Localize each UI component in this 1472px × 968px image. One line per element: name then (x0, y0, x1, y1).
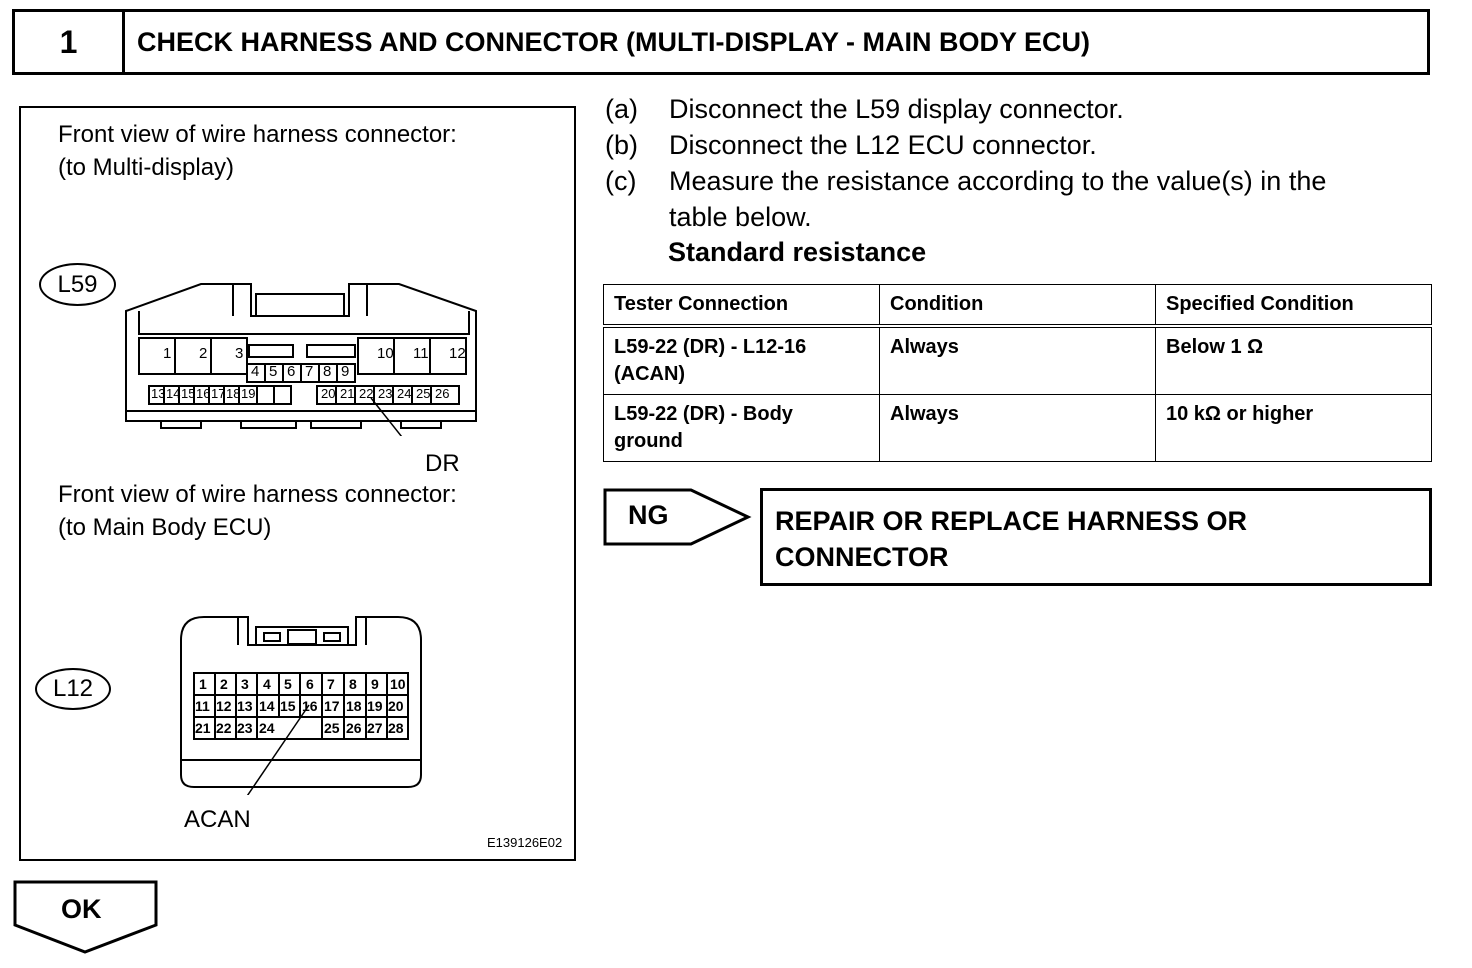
step-letter: (b) (605, 130, 638, 160)
l12-pin: 6 (306, 676, 314, 692)
l12-connector-id: L12 (35, 668, 111, 710)
ng-action-line1: REPAIR OR REPLACE HARNESS OR (775, 506, 1248, 536)
l59-pin: 13 (151, 386, 166, 401)
l59-pin: 1 (163, 345, 172, 362)
condition-cell: Always (880, 326, 1156, 395)
l59-pin: 9 (341, 363, 350, 380)
step-text: table below. (669, 202, 812, 232)
l59-pin: 21 (340, 386, 355, 401)
l12-terminal-label-acan: ACAN (184, 806, 251, 833)
l12-pin: 5 (284, 676, 292, 692)
l59-pin: 5 (269, 363, 278, 380)
l59-pin-22: 22 (359, 386, 374, 401)
specified-condition-cell: 10 kΩ or higher (1156, 395, 1432, 462)
step-letter: (c) (605, 166, 637, 196)
l12-pin: 24 (259, 720, 275, 736)
l12-pin-16: 16 (302, 698, 318, 714)
ng-label: NG (628, 500, 669, 530)
tester-connection-cell (604, 326, 880, 395)
step-text: Disconnect the L59 display connector. (669, 94, 1124, 124)
step-c (605, 163, 1435, 235)
l59-caption-line1: Front view of wire harness connector: (58, 121, 457, 148)
l12-pin: 18 (346, 698, 362, 714)
column-header: Condition (880, 285, 1156, 327)
l59-pin: 8 (323, 363, 332, 380)
l59-pin: 25 (416, 386, 431, 401)
l59-caption-line2: (to Multi-display) (58, 154, 235, 181)
step-b (605, 127, 1435, 163)
l12-pin: 1 (199, 676, 207, 692)
condition-cell: Always (880, 395, 1156, 462)
l59-pin: 24 (397, 386, 412, 401)
ng-action-box (760, 488, 1432, 586)
l59-pin: 10 (377, 345, 394, 362)
l12-pin: 2 (220, 676, 228, 692)
l12-pin-labels (194, 673, 408, 739)
tester-connection-cell (604, 395, 880, 462)
l59-pin: 18 (226, 386, 241, 401)
step-letter: (a) (605, 94, 638, 124)
connector-figure (19, 106, 576, 861)
l12-pin: 7 (327, 676, 335, 692)
l12-pin: 27 (367, 720, 383, 736)
l12-pin: 9 (371, 676, 379, 692)
l59-pin: 4 (251, 363, 260, 380)
l59-pin: 6 (287, 363, 296, 380)
l59-pin: 14 (166, 386, 181, 401)
l12-pin: 21 (195, 720, 211, 736)
l12-pin: 20 (388, 698, 404, 714)
l59-pin: 16 (196, 386, 211, 401)
l59-terminal-label-dr: DR (425, 450, 460, 477)
specified-condition-cell: Below 1 Ω (1156, 326, 1432, 395)
l12-caption-line1: Front view of wire harness connector: (58, 481, 457, 508)
l12-caption-line2: (to Main Body ECU) (58, 514, 272, 541)
tester-connection: L59-22 (DR) - L12-16 (614, 336, 807, 358)
tester-connection: ground (614, 430, 683, 452)
table-row (604, 326, 1432, 395)
ok-label: OK (61, 894, 102, 924)
l12-pin: 28 (388, 720, 404, 736)
l59-pin: 15 (181, 386, 196, 401)
l12-pin: 26 (346, 720, 362, 736)
tester-connection: L59-22 (DR) - Body (614, 403, 793, 425)
l59-pin-labels (131, 338, 496, 448)
l59-pin: 26 (435, 386, 450, 401)
l12-pin: 14 (259, 698, 275, 714)
l59-pin: 23 (378, 386, 393, 401)
step-title: CHECK HARNESS AND CONNECTOR (MULTI-DISPLAY - MAIN BODY ECU) (137, 26, 1091, 57)
l12-pin: 12 (216, 698, 232, 714)
l59-connector-id: L59 (39, 263, 116, 306)
l12-pin: 23 (237, 720, 253, 736)
column-header: Tester Connection (604, 285, 880, 327)
standard-resistance-table (603, 284, 1432, 462)
ng-arrow-tag (603, 488, 753, 548)
standard-title: Standard resistance (668, 237, 927, 267)
l59-pin: 3 (235, 345, 244, 362)
step-number: 1 (15, 12, 125, 72)
step-text: Disconnect the L12 ECU connector. (669, 130, 1097, 160)
tester-connection: (ACAN) (614, 363, 686, 385)
l59-pin: 20 (321, 386, 336, 401)
l59-pin: 2 (199, 345, 208, 362)
table-header-row (604, 285, 1432, 327)
l59-pin: 17 (211, 386, 226, 401)
figure-code: E139126E02 (487, 835, 563, 850)
l59-pin: 11 (413, 345, 429, 362)
l12-pin: 11 (195, 698, 210, 714)
l12-pin: 17 (324, 698, 340, 714)
column-header: Specified Condition (1156, 285, 1432, 327)
l12-pin: 4 (263, 676, 271, 692)
l12-pin: 22 (216, 720, 232, 736)
l12-pin: 25 (324, 720, 340, 736)
step-header (12, 9, 1430, 75)
l59-pin: 12 (449, 345, 466, 362)
l12-pin: 10 (390, 676, 406, 692)
l12-pin: 8 (349, 676, 357, 692)
l12-pin: 13 (237, 698, 253, 714)
l12-pin: 15 (280, 698, 296, 714)
step-text: Measure the resistance according to the value(s) in the (669, 166, 1327, 196)
table-row (604, 395, 1432, 462)
l59-pin: 7 (305, 363, 314, 380)
l12-pin: 3 (241, 676, 249, 692)
ng-action-line2: CONNECTOR (775, 542, 949, 572)
l59-pin: 19 (241, 386, 256, 401)
step-a (605, 91, 1435, 127)
l12-pin: 19 (367, 698, 383, 714)
